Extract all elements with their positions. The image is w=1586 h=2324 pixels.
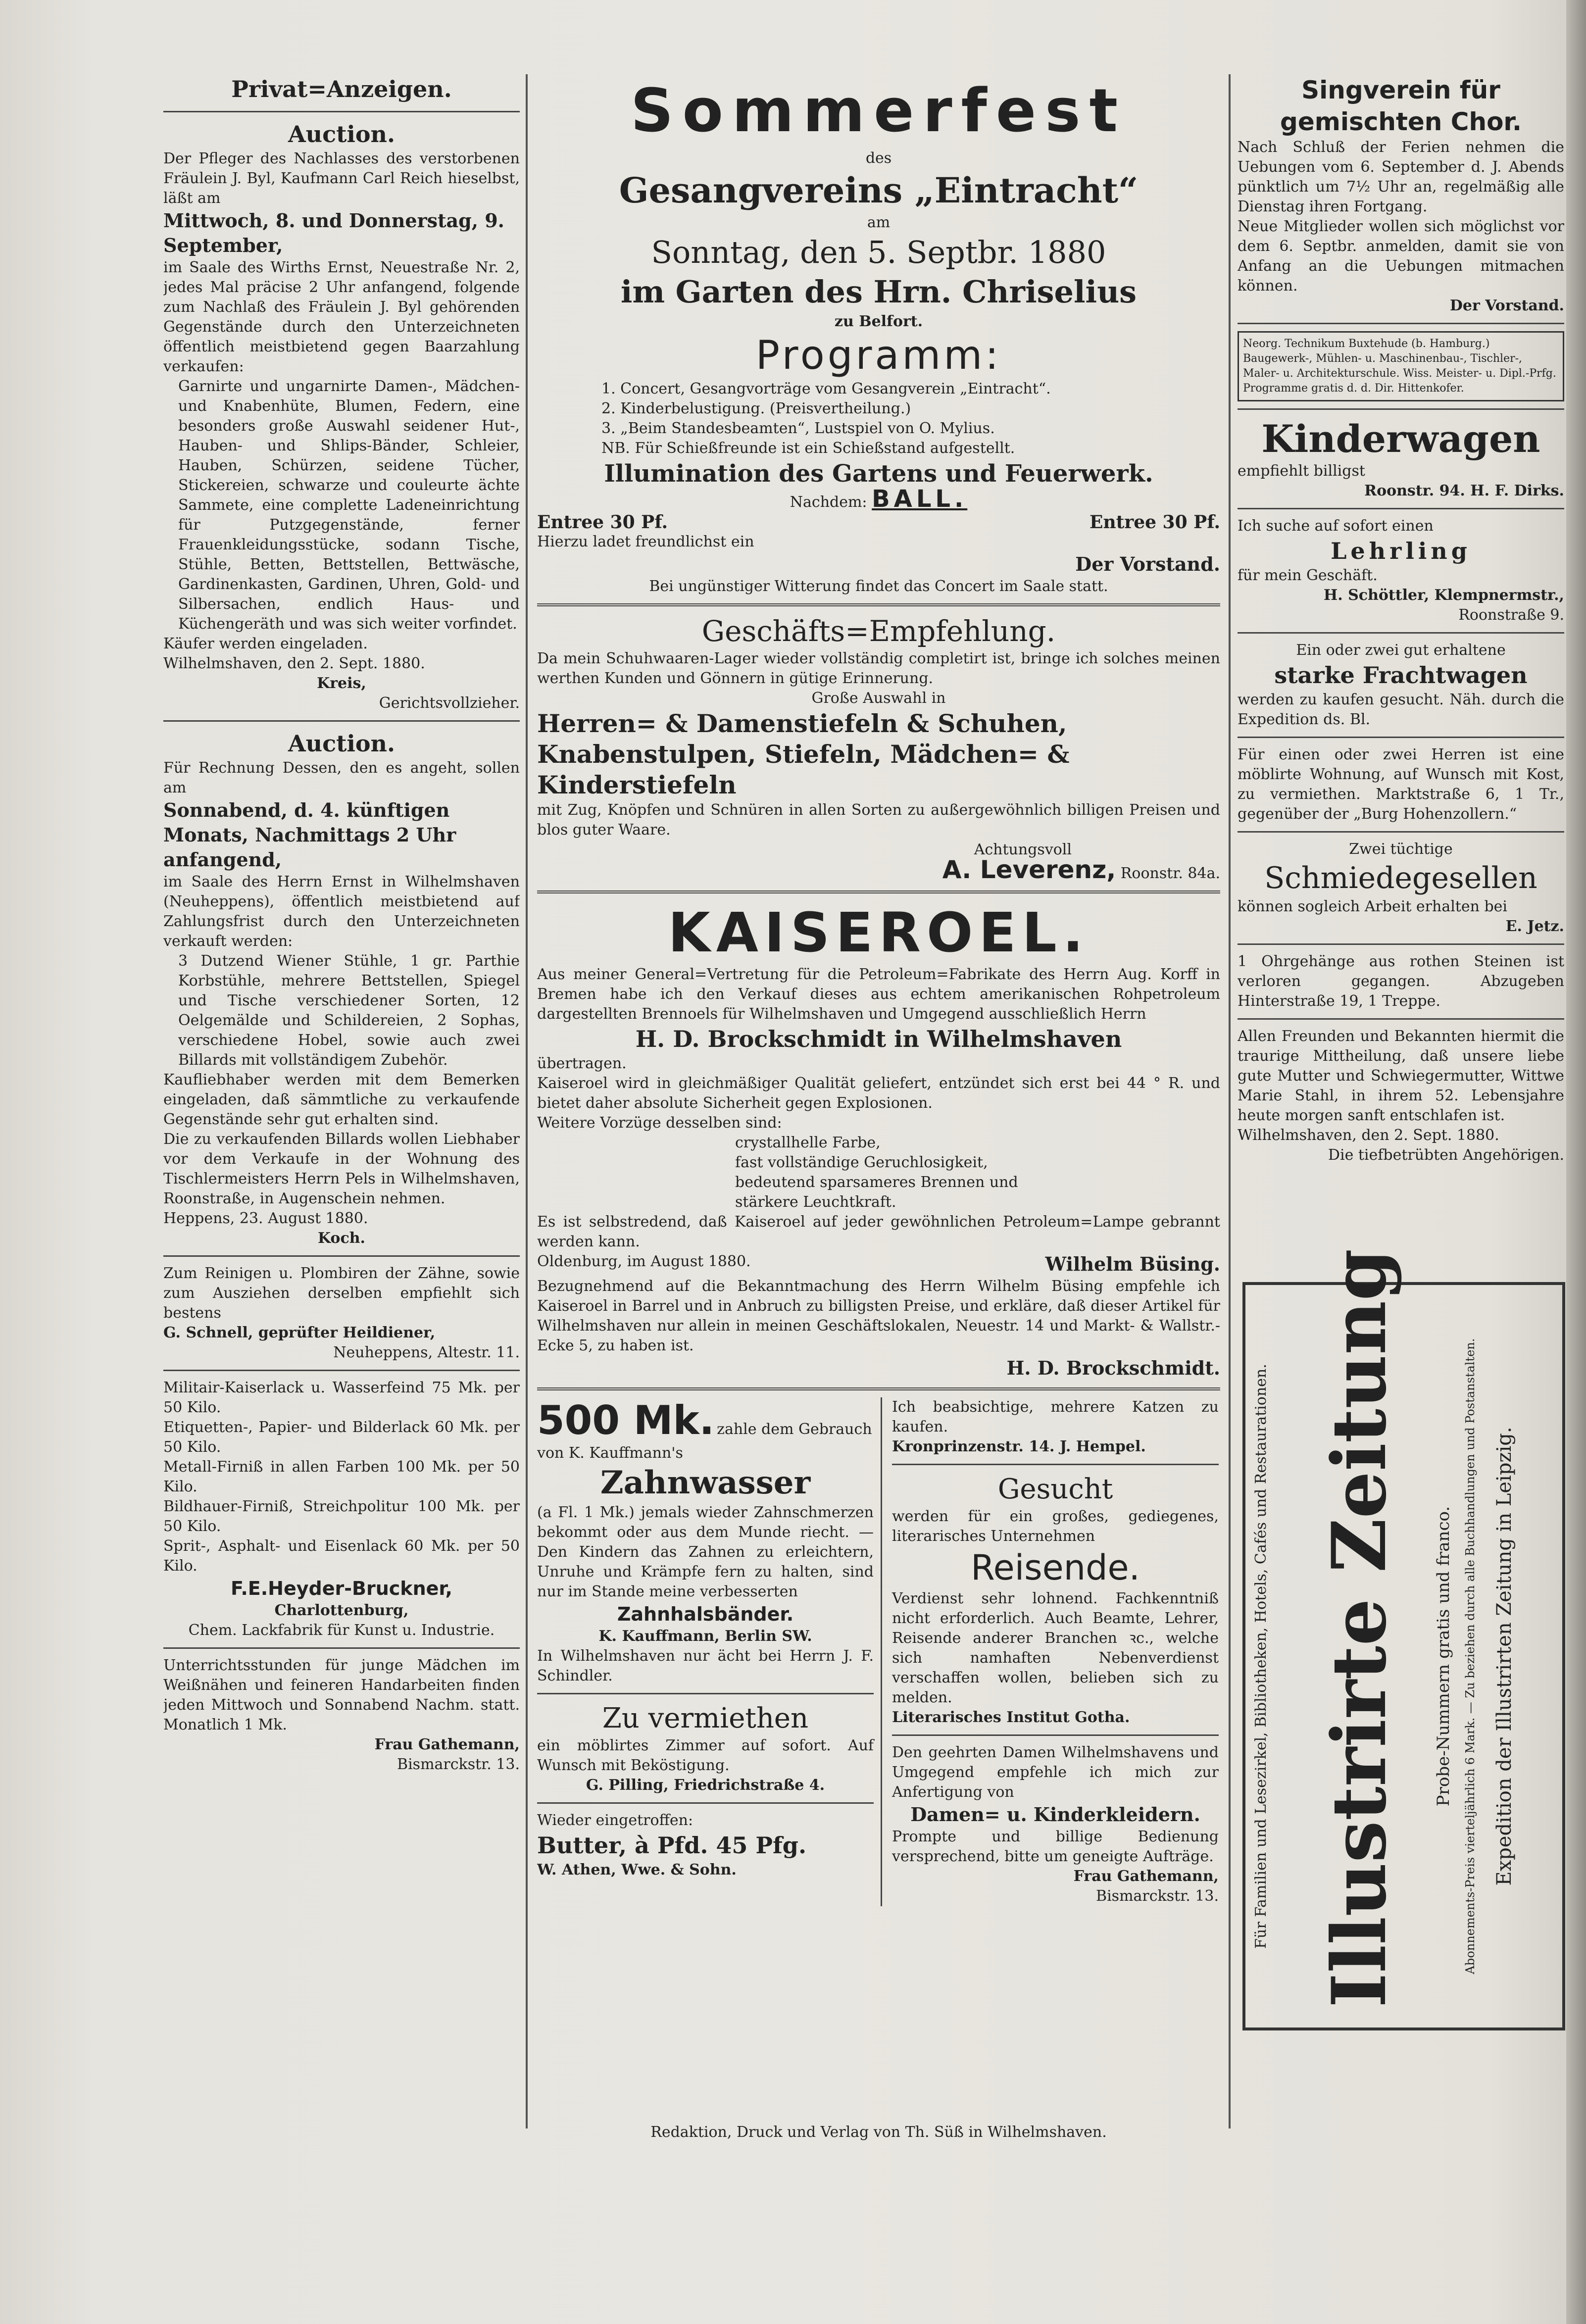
auction-place: im Saale des Wirths Ernst, Neuestraße Nr. 2, jedes Mal präcise 2 Uhr anfangend, folgende zum Nachlaß des Fräulein J. Byl gehörenden Gegenstände durch den Unterzeichneten öffentlich meistbietend gegen Baarzahlung verkaufen: [163, 259, 520, 375]
oil-advantage: crystallhelle Farbe, [735, 1134, 881, 1151]
middle-left-subcolumn [537, 1397, 882, 1906]
sought-body: werden für ein großes, gediegenes, literarisches Unternehmen [892, 1508, 1219, 1545]
auction-signature: Koch. [318, 1230, 365, 1247]
programme-note: NB. Für Schießfreunde ist ein Schießstand aufgestellt. [601, 440, 1015, 457]
sought-signature: Literarisches Institut Gotha. [892, 1709, 1130, 1726]
death-signature: Die tiefbetrübten Angehörigen. [1328, 1146, 1564, 1164]
auction-date: Sonnabend, d. 4. künftigen Monats, Nachmittags 2 Uhr anfangend, [163, 799, 456, 871]
pram-title: Kinderwagen [1261, 417, 1540, 461]
lessons-signature: Frau Gathemann, [374, 1736, 520, 1753]
dress-text: Prompte und billige Bedienung versprechend, bitte um geneigte Aufträge. [892, 1828, 1219, 1865]
illustrirte-zeitung-ad [1242, 1248, 1565, 2030]
column-rule [1229, 74, 1231, 2128]
programme-item: 3. „Beim Standesbeamten“, Lustspiel von O. Mylius. [601, 420, 995, 437]
shoe-address: Roonstr. 84a. [1120, 865, 1220, 882]
rent-signature: G. Pilling, Friedrichstraße 4. [586, 1777, 825, 1794]
page-edge [1566, 0, 1586, 2324]
oil-body: Aus meiner General=Vertretung für die Petroleum=Fabrikate des Herrn Aug. Korff in Bremen habe ich den Verkauf dieses aus echtem amerikanischen Rohpetroleum dargestellten Brennoels für Wilhelmshaven und Umgegend ausschließlich Herrn [537, 966, 1220, 1023]
festival-programm: Programm: [755, 332, 1002, 378]
shoe-end: mit Zug, Knöpfen und Schnüren in allen Sorten zu außergewöhnlich billigen Preisen und blos guter Waare. [537, 801, 1220, 839]
oil-signature: H. D. Brockschmidt. [1006, 1357, 1220, 1379]
rent-title: Zu vermiethen [602, 1702, 809, 1734]
middle-column [537, 74, 1220, 2104]
shoe-body: Da mein Schuhwaaren-Lager wieder vollständig completirt ist, bringe ich solches meinen werthen Kunden und Gönnern in gütige Erinnerung. [537, 650, 1220, 687]
pram-signature: Roonstr. 94. H. F. Dirks. [1364, 482, 1564, 499]
wagon-title: starke Frachtwagen [1274, 662, 1528, 689]
apprentice-intro: Ich suche auf sofort einen [1238, 517, 1434, 535]
festival-title: Sommerfest [631, 77, 1127, 146]
oil-reference: Bezugnehmend auf die Bekanntmachung des Herrn Wilhelm Büsing empfehle ich Kaiseroel in Barrel und in Anbruch zu billigsten Preise, und erkläre, daß dieser Artikel für Wilhelmshaven nur allein in meinen Geschäftslokalen, Neuestr. 14 und Markt- & Wallstr.-Ecke 5, zu haben ist. [537, 1278, 1220, 1354]
rent-body: ein möblirtes Zimmer auf sofort. Auf Wunsch mit Beköstigung. [537, 1737, 874, 1774]
festival-ball: BALL. [872, 485, 968, 513]
festival-nachdem: Nachdem: [790, 494, 867, 511]
smith-title: Schmiedegesellen [1264, 861, 1537, 895]
left-column [163, 74, 520, 2104]
dress-signature: Frau Gathemann, [1073, 1868, 1219, 1885]
festival-place: im Garten des Hrn. Chriselius [620, 274, 1137, 310]
festival-illumination: Illumination des Gartens und Feuerwerk. [604, 460, 1153, 488]
tooth-intro: zahle dem Gebrauch von K. Kauffmann's [537, 1421, 872, 1462]
auction-title: Auction. [288, 730, 395, 757]
auction-note: Kaufliebhaber werden mit dem Bemerken eingeladen, daß sämmtliche zu verkaufende Gegenstände sehr gut erhalten sind. [163, 1071, 520, 1128]
cats-ad: Ich beabsichtige, mehrere Katzen zu kaufen. [892, 1398, 1219, 1435]
lessons-ad: Unterrichtsstunden für junge Mädchen im Weißnähen und feineren Handarbeiten finden jeden Mittwoch und Sonnabend Nachm. statt. Monatlich 1 Mk. [163, 1657, 520, 1733]
festival-place-sub: zu Belfort. [834, 313, 923, 330]
sought-title: Gesucht [997, 1473, 1113, 1505]
shoe-selection: Große Auswahl in [811, 690, 946, 707]
column-rule [526, 74, 528, 2128]
festival-weather: Bei ungünstiger Witterung findet das Concert im Saale statt. [649, 578, 1108, 595]
apprentice-address: Roonstraße 9. [1458, 606, 1564, 624]
oil-lamp: Es ist selbstredend, daß Kaiseroel auf jeder gewöhnlichen Petroleum=Lampe gebrannt werden kann. [537, 1213, 1220, 1250]
auction-dateline: Heppens, 23. August 1880. [163, 1210, 368, 1227]
technikum-box: Neorg. Technikum Buxtehude (b. Hamburg.) Baugewerk-, Mühlen- u. Maschinenbau-, Tischler-, Maler- u. Architekturschule. Wiss. Meister- u. Dipl.-Prfg. Programme gratis d. d. Dir. Hittenkofer. [1238, 331, 1564, 401]
sought-headline: Reisende. [971, 1547, 1140, 1588]
death-notice: Allen Freunden und Bekannten hiermit die traurige Mittheilung, daß unsere liebe gute Mutter und Schwiegermutter, Wittwe Marie Stahl, in ihrem 52. Lebensjahre heute morgen sanft entschlafen ist. [1238, 1028, 1564, 1124]
death-dateline: Wilhelmshaven, den 2. Sept. 1880. [1238, 1127, 1499, 1144]
auction-buyers: Käufer werden eingeladen. [163, 635, 368, 652]
lacquer-item: Etiquetten-, Papier- und Bilderlack 60 Mk. per 50 Kilo. [163, 1419, 520, 1456]
choir-signature: Der Vorstand. [1449, 297, 1564, 314]
auction-items: Garnirte und ungarnirte Damen-, Mädchen- und Knabenhüte, Blumen, Federn, eine besonders große Auswahl seidener Hut-, Hauben- und Shlips-Bänder, Schleier, Hauben, Schürzen, seidene Tücher, Stickereien, schwarze und couleurte ächte Sammete, eine complette Ladeneinrichtung für Putzgegenstände, ferner Frauenkleidungsstücke, sodann Tische, Stühle, Betten, Bettstellen, Bettwäsche, Gardinenkasten, Gardinen, Uhren, Gold- und Silbersachen, endlich Haus- und Küchengeräth und was sich weiter vorfindet. [178, 378, 520, 633]
butter-offer: Butter, à Pfd. 45 Pfg. [537, 1832, 806, 1859]
choir-new: Neue Mitglieder wollen sich möglichst vor dem 6. Septbr. anmelden, damit sie von Anfang an die Uebungen mitmachen können. [1238, 218, 1564, 295]
imprint-footer: Redaktion, Druck und Verlag von Th. Süß in Wilhelmshaven. [650, 2124, 1107, 2141]
lacquer-city: Charlottenburg, [274, 1602, 409, 1619]
pram-body: empfiehlt billigst [1238, 462, 1365, 480]
vertical-ad-line: Expedition der Illustrirten Zeitung in Leipzig. [1493, 1427, 1516, 1886]
cats-signature: Kronprinzenstr. 14. J. Hempel. [892, 1438, 1146, 1455]
auction-intro: Der Pfleger des Nachlasses des verstorbenen Fräulein J. Byl, Kaufmann Carl Reich hieselbst, läßt am [163, 150, 520, 207]
shoe-signature: A. Leverenz, [942, 855, 1116, 884]
section-title: Privat=Anzeigen. [231, 76, 452, 102]
butter-pre: Wieder eingetroffen: [537, 1812, 694, 1829]
auction-intro: Für Rechnung Dessen, den es angeht, sollen am [163, 759, 520, 796]
shoe-headline: Herren= & Damenstiefeln & Schuhen, Knabenstulpen, Stiefeln, Mädchen= & Kinderstiefeln [537, 709, 1070, 799]
oil-signature: Wilhelm Büsing. [1045, 1253, 1220, 1275]
festival-entree: Entree 30 Pf. [537, 512, 668, 533]
festival-entree: Entree 30 Pf. [1090, 512, 1220, 533]
wagon-body: werden zu kaufen gesucht. Näh. durch die Expedition ds. Bl. [1238, 691, 1564, 728]
oil-advantages: Weitere Vorzüge desselben sind: [537, 1114, 782, 1132]
oil-quality: Kaiseroel wird in gleichmäßiger Qualität geliefert, entzündet sich erst bei 44 ° R. und bietet daher absolute Sicherheit gegen Explosionen. [537, 1075, 1220, 1112]
oil-dateline: Oldenburg, im August 1880. [537, 1253, 751, 1270]
festival-club: Gesangvereins „Eintracht“ [619, 170, 1139, 211]
dress-address: Bismarckstr. 13. [1096, 1887, 1219, 1905]
programme-item: 2. Kinderbelustigung. (Preisvertheilung.) [601, 400, 911, 417]
oil-over: übertragen. [537, 1055, 627, 1072]
vertical-ad-line: Probe-Nummern gratis und franco. [1434, 1506, 1453, 1807]
oil-advantage: bedeutend sparsameres Brennen und [735, 1174, 1018, 1191]
oil-agent: H. D. Brockschmidt in Wilhelmshaven [635, 1026, 1122, 1052]
tooth-local: In Wilhelmshaven nur ächt bei Herrn J. F. Schindler. [537, 1647, 874, 1684]
apprentice-title: Lehrling [1331, 538, 1471, 564]
auction-title: Auction. [288, 121, 395, 148]
shoe-respect: Achtungsvoll [974, 841, 1072, 858]
lacquer-item: Sprit-, Asphalt- und Eisenlack 60 Mk. per 50 Kilo. [163, 1537, 520, 1575]
middle-right-subcolumn [892, 1397, 1219, 1906]
festival-signature: Der Vorstand. [1075, 553, 1220, 575]
auction-date: Mittwoch, 8. und Donnerstag, 9. September, [163, 209, 504, 256]
dentist-ad: Zum Reinigen u. Plombiren der Zähne, sowie zum Ausziehen derselben empfiehlt sich bestens [163, 1265, 520, 1322]
vertical-ad-left-text: Für Familien und Lesezirkel, Bibliotheken, Hotels, Cafés und Restaurationen. [1252, 1364, 1270, 1949]
dentist-signature: G. Schnell, geprüfter Heildiener, [163, 1324, 436, 1341]
lost-ad: 1 Ohrgehänge aus rothen Steinen ist verloren gegangen. Abzugeben Hinterstraße 19, 1 Treppe. [1238, 953, 1564, 1010]
vertical-ad-title: Illustrirte Zeitung [1316, 1248, 1403, 2008]
tooth-firm: K. Kauffmann, Berlin SW. [598, 1628, 812, 1645]
smith-intro: Zwei tüchtige [1349, 841, 1453, 858]
smith-signature: E. Jetz. [1505, 918, 1564, 935]
auction-items: 3 Dutzend Wiener Stühle, 1 gr. Parthie Korbstühle, mehrere Bettstellen, Spiegel und Tische verschiedener Sorten, 12 Oelgemälde und Schildereien, 2 Sophas, verschiedene Hobel, sowie auch zwei Billards mit vollständigem Zubehör. [178, 952, 520, 1069]
dress-headline: Damen= u. Kinderkleidern. [910, 1803, 1200, 1826]
lacquer-item: Metall-Firniß in allen Farben 100 Mk. per 50 Kilo. [163, 1458, 520, 1495]
apprentice-body: für mein Geschäft. [1238, 567, 1378, 584]
lacquer-item: Bildhauer-Firniß, Streichpolitur 100 Mk. per 50 Kilo. [163, 1498, 520, 1535]
oil-advantage: stärkere Leuchtkraft. [735, 1193, 896, 1211]
shoe-title: Geschäfts=Empfehlung. [701, 614, 1056, 648]
lacquer-firm: F.E.Heyder-Bruckner, [230, 1578, 452, 1599]
dentist-address: Neuheppens, Altestr. 11. [333, 1344, 520, 1361]
auction-dateline: Wilhelmshaven, den 2. Sept. 1880. [163, 655, 425, 672]
lacquer-desc: Chem. Lackfabrik für Kunst u. Industrie. [188, 1622, 495, 1639]
tooth-title: Zahnwasser [600, 1464, 811, 1501]
auction-note: Die zu verkaufenden Billards wollen Liebhaber vor dem Verkaufe in der Wohnung des Tischlermeisters Herrn Pels in Wilhelmshaven, Roonstraße, in Augenschein nehmen. [163, 1131, 520, 1207]
apprentice-signature: H. Schöttler, Klempnermstr., [1323, 587, 1564, 604]
wagon-intro: Ein oder zwei gut erhaltene [1296, 642, 1506, 659]
lacquer-item: Militair-Kaiserlack u. Wasserfeind 75 Mk. per 50 Kilo. [163, 1379, 520, 1416]
room-ad: Für einen oder zwei Herren ist eine möblirte Wohnung, auf Wunsch mit Kost, zu vermiethen. Marktstraße 6, 1 Tr., gegenüber der „Burg Hohenzollern.“ [1238, 746, 1564, 823]
festival-date: Sonntag, den 5. Septbr. 1880 [651, 234, 1106, 270]
oil-advantage: fast vollständige Geruchlosigkeit, [735, 1154, 988, 1171]
festival-invite: Hierzu ladet freundlichst ein [537, 533, 754, 550]
dress-ad: Den geehrten Damen Wilhelmshavens und Umgegend empfehle ich mich zur Anfertigung von [892, 1744, 1219, 1801]
tooth-band: Zahnhalsbänder. [617, 1603, 794, 1625]
sought-text: Verdienst sehr lohnend. Fachkenntniß nicht erforderlich. Auch Beamte, Lehrer, Reisende anderer Branchen ꝛc., welche sich namhaften Nebenverdienst verschaffen wollen, belieben sich zu melden. [892, 1590, 1219, 1706]
lessons-address: Bismarckstr. 13. [397, 1756, 520, 1773]
auction-signature: Kreis, [317, 675, 366, 692]
auction-body: im Saale des Herrn Ernst in Wilhelmshaven (Neuheppens), öffentlich meistbietend auf Zahlungsfrist durch den Unterzeichneten verkauft werden: [163, 873, 520, 950]
tooth-price: 500 Mk. [537, 1397, 715, 1443]
auction-signature-role: Gerichtsvollzieher. [379, 694, 520, 712]
programme-item: 1. Concert, Gesangvorträge vom Gesangverein „Eintracht“. [601, 380, 1051, 397]
butter-signature: W. Athen, Wwe. & Sohn. [537, 1861, 737, 1879]
smith-body: können sogleich Arbeit erhalten bei [1238, 898, 1508, 915]
choir-title: Singverein für gemischten Chor. [1280, 76, 1522, 136]
tooth-body: (a Fl. 1 Mk.) jemals wieder Zahnschmerzen bekommt oder aus dem Munde riecht. — Den Kindern das Zahnen zu erleichtern, Unruhe und Krämpfe fern zu halten, sind nur im Stande meine verbesserten [537, 1504, 874, 1600]
vertical-ad-line: Abonnements-Preis vierteljährlich 6 Mark. — Zu beziehen durch alle Buchhandlungen und Postanstalten. [1463, 1338, 1477, 1975]
festival-des: des [865, 149, 892, 167]
choir-body: Nach Schluß der Ferien nehmen die Uebungen vom 6. September d. J. Abends pünktlich um 7½ Uhr an, regelmäßig alle Dienstag ihren Fortgang. [1238, 139, 1564, 215]
oil-title: KAISEROEL. [668, 901, 1090, 964]
festival-am: am [867, 214, 891, 231]
